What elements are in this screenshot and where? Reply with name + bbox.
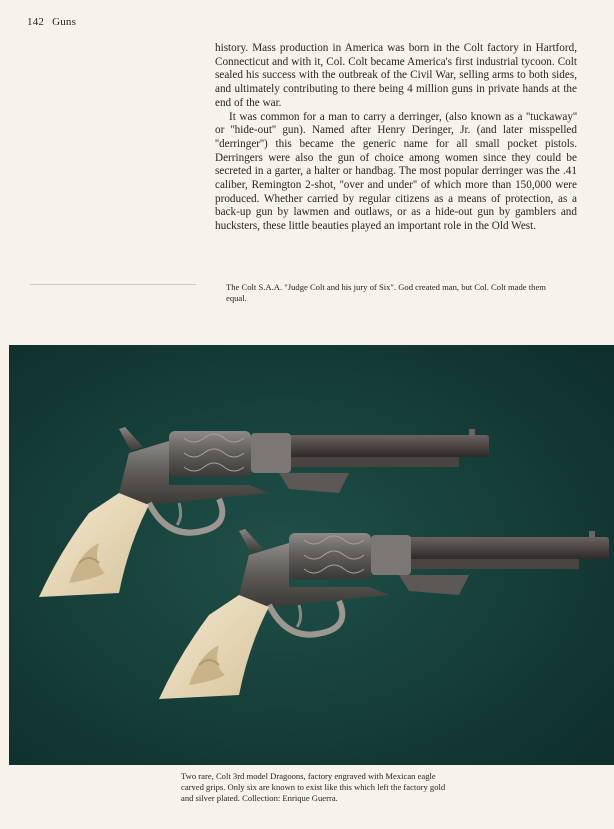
- section-title: Guns: [52, 16, 77, 28]
- paragraph-1: history. Mass production in America was born in the Colt factory in Hartford, Connecticut and with it, Col. Colt became America's first industrial tycoon. Colt sealed his success with the outbreak of the Civil War, selling arms to both sides, and ultimately contributing to there being 4 million guns in private hands at the end of the war.: [215, 42, 577, 109]
- revolvers-illustration: [9, 345, 614, 765]
- article-body: [215, 42, 577, 234]
- caption-divider: [30, 284, 196, 285]
- page-header: [27, 16, 81, 28]
- page-number: 142: [27, 16, 45, 28]
- caption-colt-saa: The Colt S.A.A. "Judge Colt and his jury of Six". God created man, but Col. Colt made them equal.: [226, 282, 546, 303]
- revolvers-photo: [9, 345, 614, 765]
- caption-dragoons: Two rare, Colt 3rd model Dragoons, factory engraved with Mexican eagle carved grips. Only six are known to exist like this which left the factory gold and silver plated. Collection: Enrique Guerra.: [181, 771, 446, 803]
- paragraph-2: It was common for a man to carry a derringer, (also known as a ''tuckaway'' or ''hide-out'' gun). Named after Henry Deringer, Jr. (and later misspelled ''derringer'') this became the generic name for all small pocket pistols. Derringers were also the gun of choice among women since they could be secreted in a garter, a halter or handbag. The most popular derringer was the .41 caliber, Remington 2-shot, ''over and under'' of which more than 150,000 were produced. Whether carried by regular citizens as a means of protection, as a back-up gun by lawmen and outlaws, or as a hide-out gun by gamblers and hucksters, these little beauties played an important role in the Old West.: [215, 110, 577, 233]
